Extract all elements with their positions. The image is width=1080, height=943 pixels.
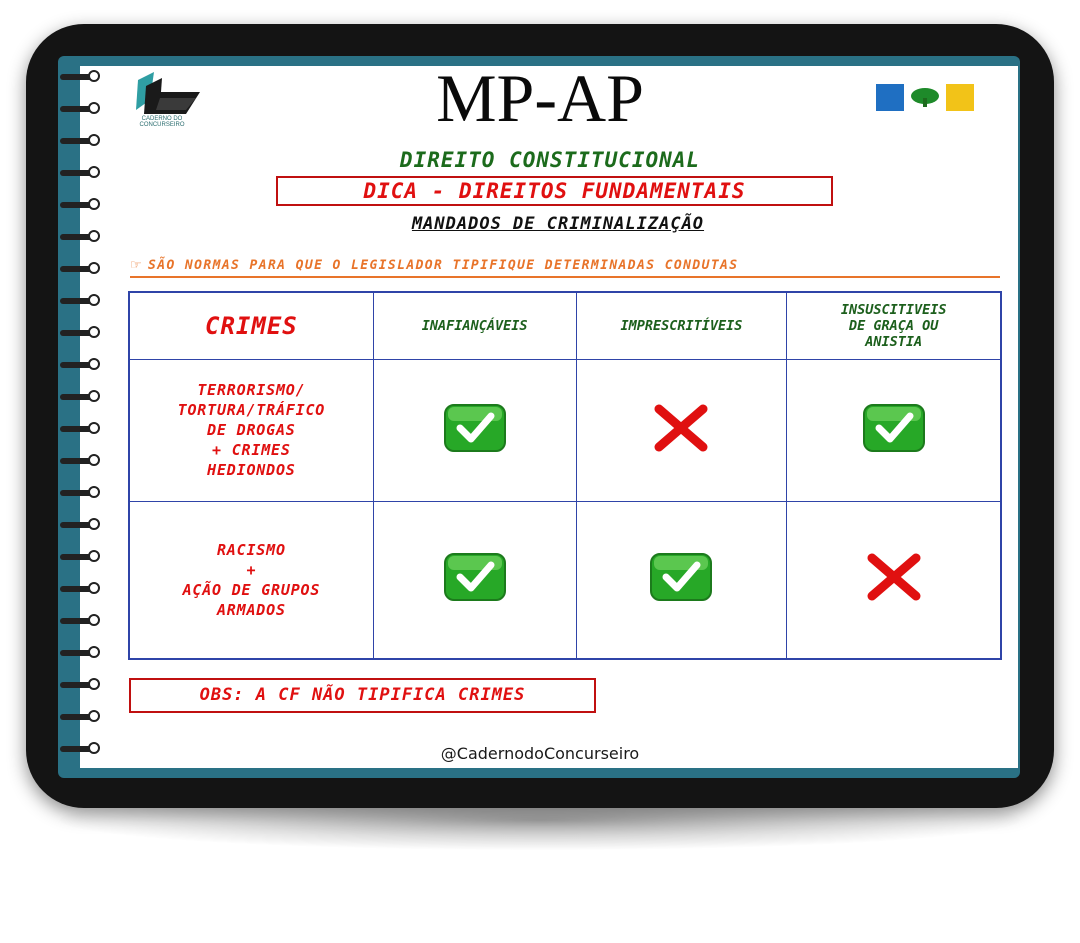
check-icon xyxy=(650,553,712,601)
binding-ring xyxy=(60,358,100,372)
mark-cell xyxy=(787,501,1001,659)
binding-ring xyxy=(60,454,100,468)
footer-handle: @CadernodoConcurseiro xyxy=(440,744,640,763)
crime-cell: TERRORISMO/ TORTURA/TRÁFICO DE DROGAS + CRIMES HEDIONDOS xyxy=(129,359,373,501)
binding-ring xyxy=(60,326,100,340)
criminalization-table xyxy=(128,291,1002,660)
header-crimes: CRIMES xyxy=(129,292,373,359)
check-icon xyxy=(444,404,506,452)
binding-ring xyxy=(60,102,100,116)
mark-cell xyxy=(373,359,576,501)
spiral-binding xyxy=(58,56,106,778)
binding-ring xyxy=(60,294,100,308)
amapa-flag-icon xyxy=(876,84,974,111)
binding-ring xyxy=(60,198,100,212)
binding-ring xyxy=(60,678,100,692)
binding-ring xyxy=(60,230,100,244)
table-header-row xyxy=(129,292,1001,359)
subject-title: DIREITO CONSTITUCIONAL xyxy=(399,148,701,172)
header-inafiancaveis: INAFIANÇÁVEIS xyxy=(373,292,576,359)
check-icon xyxy=(444,553,506,601)
header-insuscetiveis: INSUSCITIVEIS DE GRAÇA OU ANISTIA xyxy=(787,292,1001,359)
binding-ring xyxy=(60,710,100,724)
binding-ring xyxy=(60,134,100,148)
binding-ring xyxy=(60,262,100,276)
mark-cell xyxy=(787,359,1001,501)
table-row xyxy=(129,359,1001,501)
pointing-hand-icon: ☞ xyxy=(130,257,142,272)
note-text: SÃO NORMAS PARA QUE O LEGISLADOR TIPIFIQUE DETERMINADAS CONDUTAS xyxy=(148,258,739,273)
table-row xyxy=(129,501,1001,659)
binding-ring xyxy=(60,614,100,628)
note-line xyxy=(130,256,1000,278)
binding-ring xyxy=(60,582,100,596)
cross-icon xyxy=(651,403,711,453)
binding-ring xyxy=(60,166,100,180)
binding-ring xyxy=(60,486,100,500)
binding-ring xyxy=(60,390,100,404)
binding-ring xyxy=(60,422,100,436)
mark-cell xyxy=(576,359,787,501)
binding-ring xyxy=(60,518,100,532)
binding-ring xyxy=(60,550,100,564)
binding-ring xyxy=(60,646,100,660)
obs-note: OBS: A CF NÃO TIPIFICA CRIMES xyxy=(199,685,526,705)
binding-ring xyxy=(60,70,100,84)
binding-ring xyxy=(60,742,100,756)
crime-cell: RACISMO + AÇÃO DE GRUPOS ARMADOS xyxy=(129,501,373,659)
tip-title: DICA - DIREITOS FUNDAMENTAIS xyxy=(363,179,746,203)
logo-caption: CADERNO DO CONCURSEIRO xyxy=(139,116,185,128)
page-title: MP-AP xyxy=(436,60,644,136)
mark-cell xyxy=(373,501,576,659)
mark-cell xyxy=(576,501,787,659)
cross-icon xyxy=(864,552,924,602)
header-imprescritiveis: IMPRESCRITÍVEIS xyxy=(576,292,787,359)
check-icon xyxy=(863,404,925,452)
section-heading: MANDADOS DE CRIMINALIZAÇÃO xyxy=(411,214,705,234)
